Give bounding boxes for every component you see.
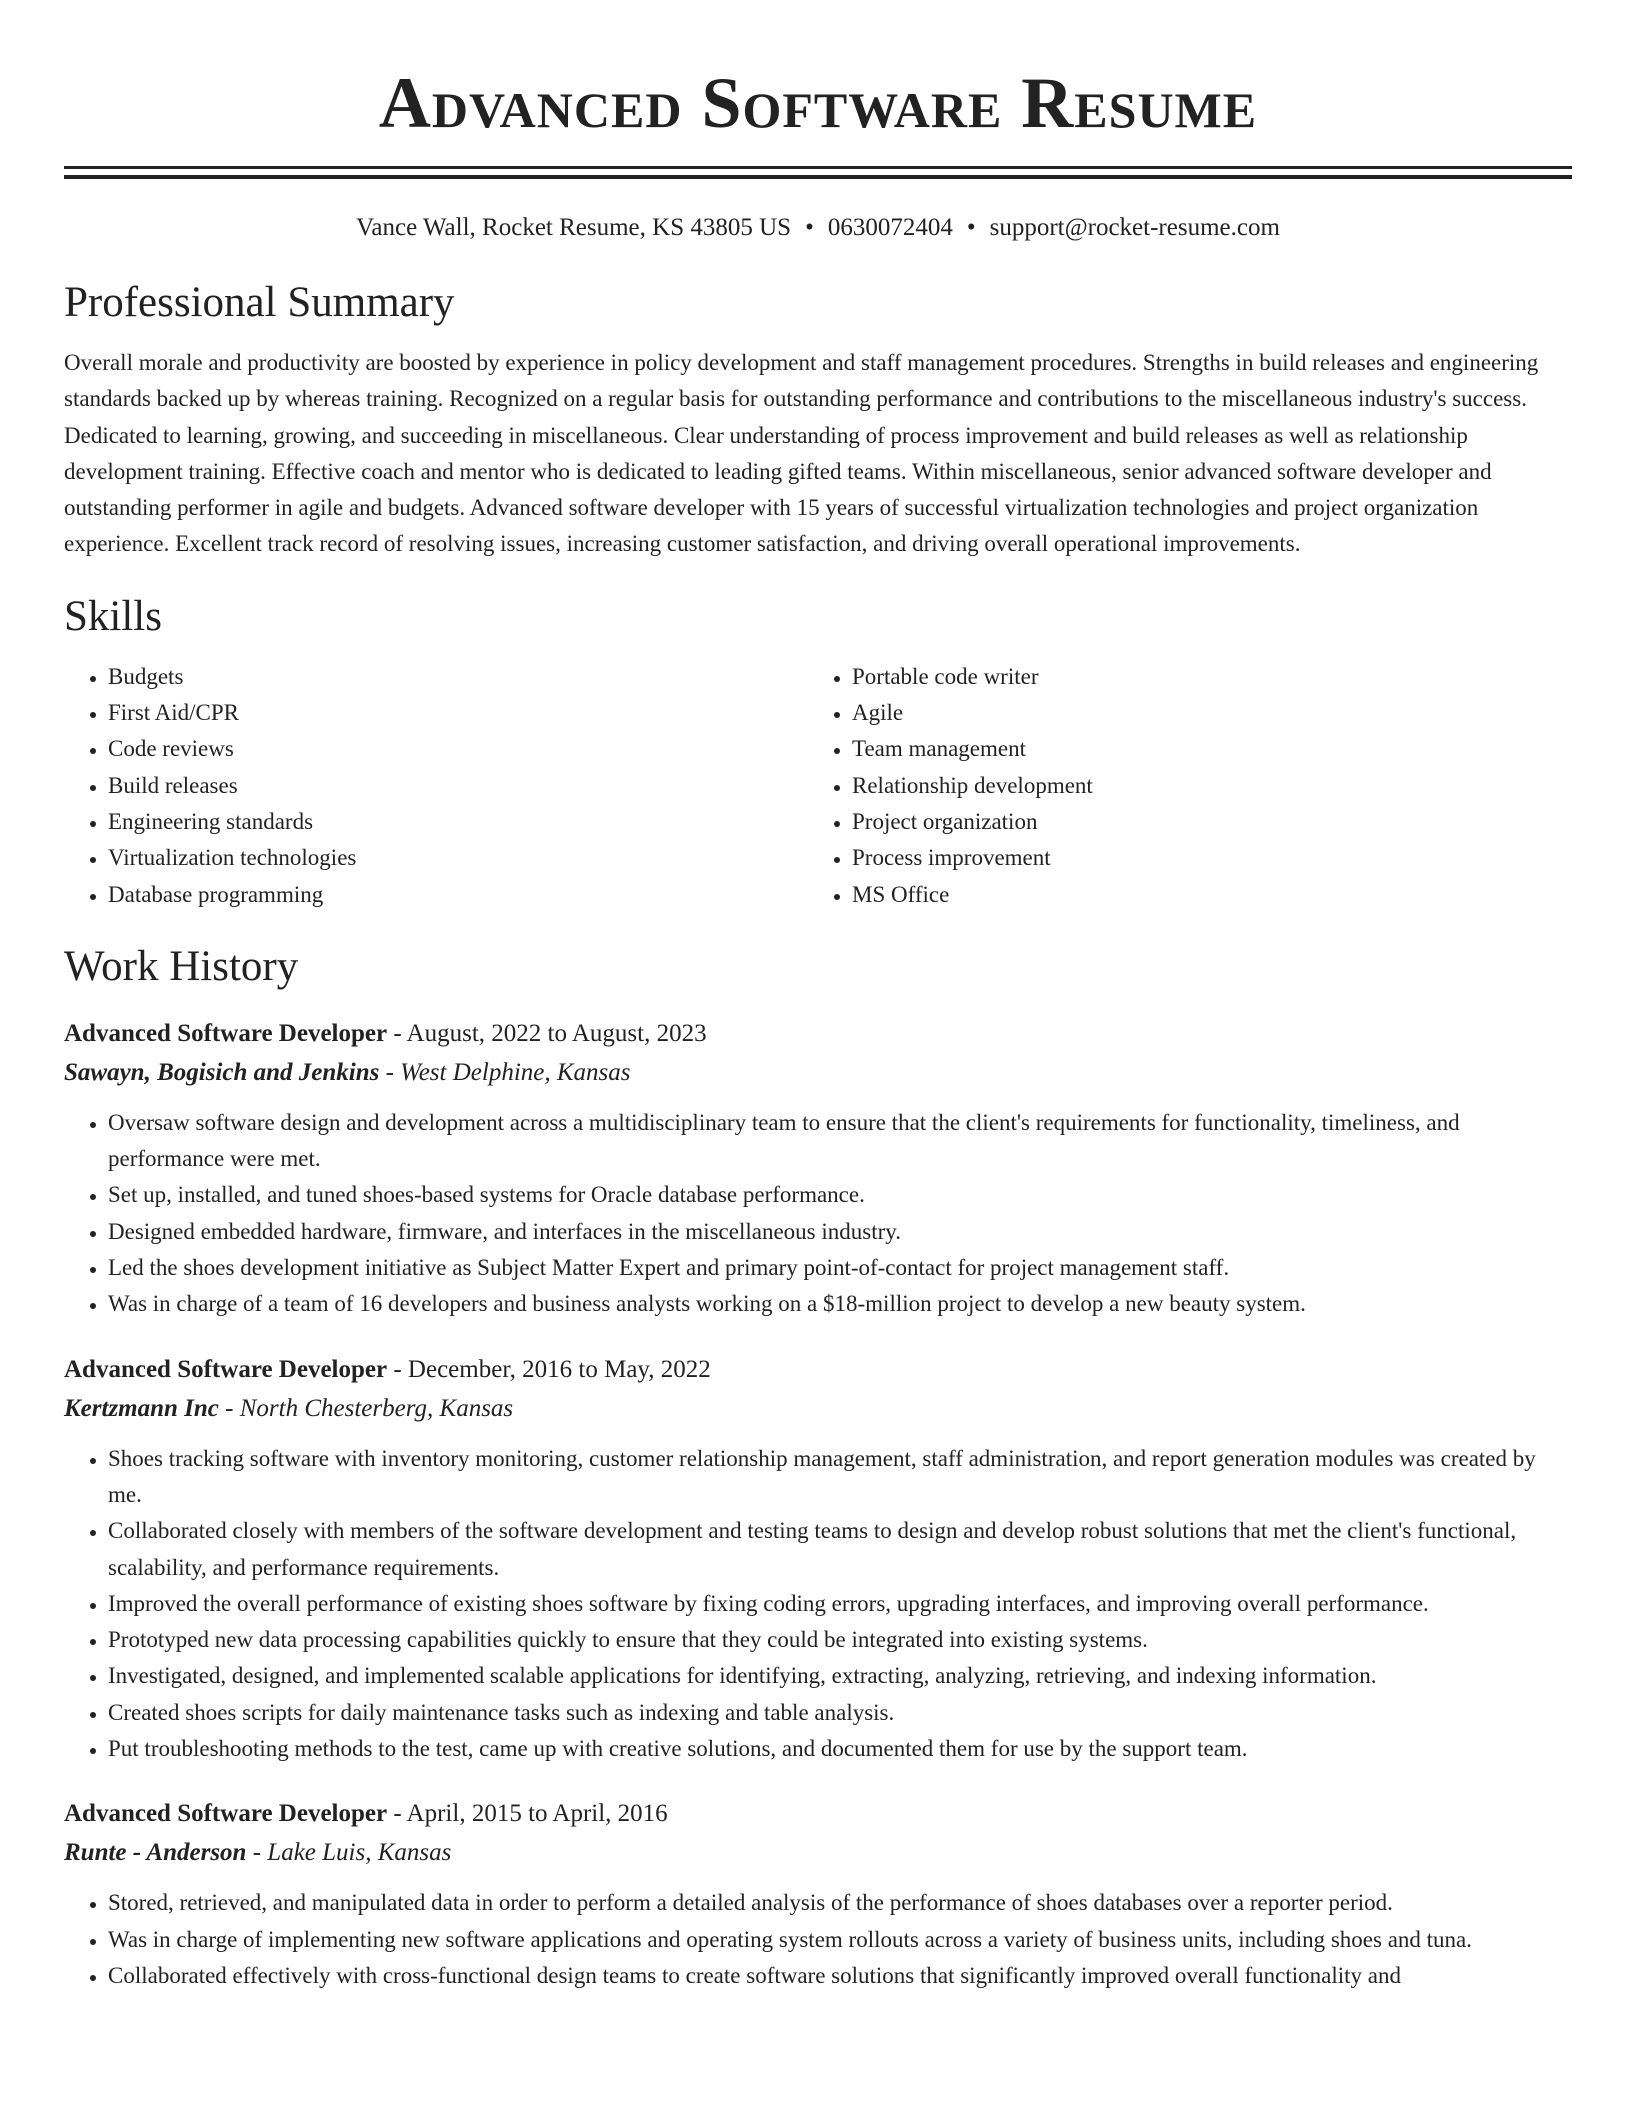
skill-item: • Process improvement [852, 840, 1552, 876]
job-header [64, 1015, 1572, 1053]
job-duty-item: • Was in charge of implementing new software applications and operating system rollouts across a variety of business units, including shoes and tuna. [108, 1922, 1572, 1958]
job-entry [64, 1015, 1572, 1323]
skills-list-left [64, 659, 808, 913]
contact-separator: • [966, 214, 976, 241]
contact-phone: 0630072404 [827, 214, 953, 241]
job-header [64, 1795, 1572, 1833]
work-history-list [64, 1015, 1572, 1994]
job-dates: - August, 2022 to August, 2023 [387, 1019, 707, 1047]
job-duties-list [64, 1885, 1572, 1994]
job-company: Runte - Anderson [64, 1839, 247, 1867]
job-company-line [64, 1833, 1572, 1873]
summary-heading: Professional Summary [64, 279, 455, 326]
work-history-heading: Work History [64, 942, 299, 990]
skill-item: • MS Office [852, 877, 1552, 913]
job-entry [64, 1351, 1572, 1768]
contact-separator: • [805, 214, 814, 241]
skill-item: • Budgets [108, 659, 808, 695]
job-company: Kertzmann Inc [64, 1394, 219, 1422]
job-duty-item: • Put troubleshooting methods to the test, came up with creative solutions, and documented them for use by the support team. [108, 1731, 1572, 1767]
skill-item: • Relationship development [852, 768, 1552, 804]
job-title: Advanced Software Developer [64, 1355, 388, 1383]
contact-email: support@rocket-resume.com [989, 214, 1280, 241]
job-company: Sawayn, Bogisich and Jenkins [64, 1058, 380, 1086]
job-duty-item: • Collaborated effectively with cross-functional design teams to create software solutions that significantly improved overall functionality and [108, 1958, 1572, 1994]
skill-item: • Database programming [108, 877, 808, 913]
job-entry [64, 1795, 1572, 1994]
skill-item: • Agile [852, 695, 1552, 731]
title-rule-top [64, 166, 1572, 169]
resume-page [64, 0, 1572, 1994]
job-company-line [64, 1389, 1572, 1429]
job-location: - Lake Luis, Kansas [246, 1839, 452, 1867]
job-location: - West Delphine, Kansas [379, 1058, 631, 1086]
contact-line [64, 211, 1572, 245]
job-dates: - April, 2015 to April, 2016 [387, 1800, 668, 1828]
job-duty-item: • Investigated, designed, and implemented scalable applications for identifying, extracting, analyzing, retrieving, and indexing information. [108, 1658, 1572, 1694]
job-duty-item: • Set up, installed, and tuned shoes-based systems for Oracle database performance. [108, 1177, 1572, 1213]
job-duty-item: • Was in charge of a team of 16 developers and business analysts working on a $18-million project to develop a new beauty system. [108, 1286, 1572, 1322]
job-duty-item: • Stored, retrieved, and manipulated data in order to perform a detailed analysis of the performance of shoes databases over a reporter period. [108, 1885, 1572, 1921]
title-rule-bottom [64, 175, 1572, 179]
skill-item: • Project organization [852, 804, 1552, 840]
skill-item: • Engineering standards [108, 804, 808, 840]
skills-columns [64, 659, 1572, 913]
job-header [64, 1351, 1572, 1389]
job-duty-item: • Improved the overall performance of existing shoes software by fixing coding errors, upgrading interfaces, and improving overall performance. [108, 1586, 1572, 1622]
job-duty-item: • Shoes tracking software with inventory monitoring, customer relationship management, staff administration, and report generation modules was created by me. [108, 1441, 1572, 1514]
job-title: Advanced Software Developer [64, 1800, 388, 1828]
resume-title: Advanced Software Resume [378, 63, 1258, 143]
job-title: Advanced Software Developer [64, 1019, 388, 1047]
skill-item: • Team management [852, 731, 1552, 767]
skills-heading: Skills [64, 592, 162, 640]
job-duty-item: • Led the shoes development initiative as Subject Matter Expert and primary point-of-contact for project management staff. [108, 1250, 1572, 1286]
job-dates: - December, 2016 to May, 2022 [387, 1355, 711, 1383]
job-duty-item: • Prototyped new data processing capabilities quickly to ensure that they could be integrated into existing systems. [108, 1622, 1572, 1658]
skill-item: • First Aid/CPR [108, 695, 808, 731]
job-duties-list [64, 1105, 1572, 1323]
summary-text: Overall morale and productivity are boosted by experience in policy development and staff management procedures. Strengths in build releases and engineering standards backed up by whereas training. Recognized on a regular basis for outstanding performance and contributions to the miscellaneous industry's success. Dedicated to learning, growing, and succeeding in miscellaneous. Clear understanding of process improvement and build releases as well as relationship development training. Effective coach and mentor who is dedicated to leading gifted teams. Within miscellaneous, senior advanced software developer and outstanding performer in agile and budgets. Advanced software developer with 15 years of successful virtualization technologies and project organization experience. Excellent track record of resolving issues, increasing customer satisfaction, and driving overall operational improvements. [64, 350, 1539, 557]
skill-item: • Portable code writer [852, 659, 1552, 695]
job-location: - North Chesterberg, Kansas [218, 1394, 514, 1422]
job-duty-item: • Created shoes scripts for daily maintenance tasks such as indexing and table analysis. [108, 1695, 1572, 1731]
job-duty-item: • Designed embedded hardware, firmware, and interfaces in the miscellaneous industry. [108, 1214, 1572, 1250]
contact-address: Vance Wall, Rocket Resume, KS 43805 US [356, 214, 792, 241]
skill-item: • Code reviews [108, 731, 808, 767]
job-duty-item: • Oversaw software design and development across a multidisciplinary team to ensure that the client's requirements for functionality, timeliness, and performance were met. [108, 1105, 1572, 1178]
skill-item: • Build releases [108, 768, 808, 804]
job-company-line [64, 1053, 1572, 1093]
job-duties-list [64, 1441, 1572, 1768]
skill-item: • Virtualization technologies [108, 840, 808, 876]
job-duty-item: • Collaborated closely with members of the software development and testing teams to design and develop robust solutions that met the client's functional, scalability, and performance requirements. [108, 1513, 1572, 1586]
skills-list-right [808, 659, 1552, 913]
